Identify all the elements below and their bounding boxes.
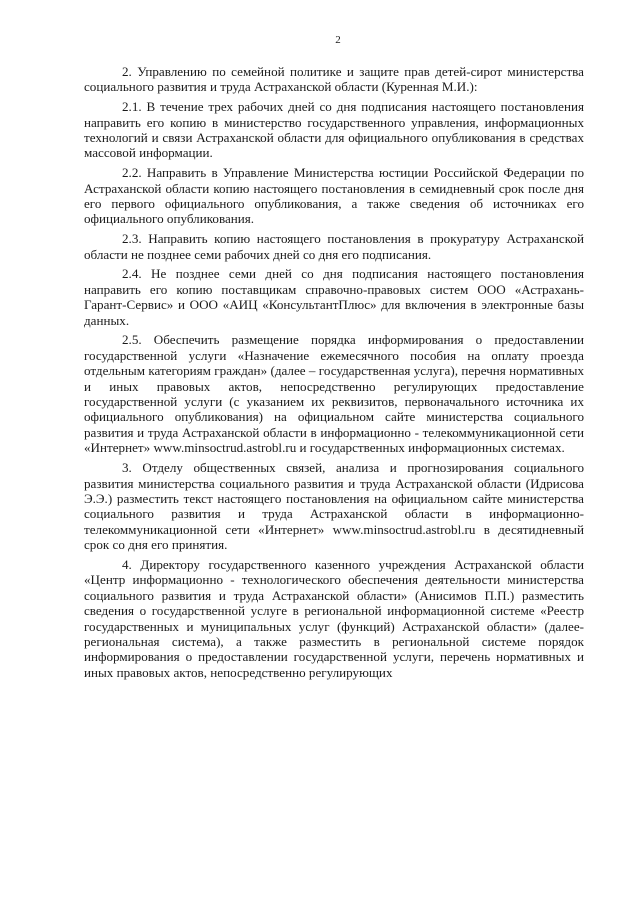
paragraph-2: 2. Управлению по семейной политике и защите прав детей-сирот министерства социального развития и труда Астраханской области (Куренная М.И.): bbox=[84, 64, 584, 95]
paragraph-2-1: 2.1. В течение трех рабочих дней со дня подписания настоящего постановления направить его копию в министерство государственного управления, информационных технологий и связи Астраханской области для официального опубликования в средствах массовой информации. bbox=[84, 99, 584, 161]
paragraph-4: 4. Директору государственного казенного учреждения Астраханской области «Центр информационно - технологического обеспечения деятельности министерства социального развития и труда Астраханской области» (Анисимов П.П.) разместить сведения о государственной услуге в региональной информационной системе «Реестр государственных и муниципальных услуг (функций) Астраханской области» (далее-региональная система), а также разместить в региональной системе порядок информирования о предоставлении государственной услуги, перечень нормативных и иных правовых актов, непосредственно регулирующих bbox=[84, 556, 584, 680]
paragraph-2-3: 2.3. Направить копию настоящего постановления в прокуратуру Астраханской области не позднее семи рабочих дней со дня его подписания. bbox=[84, 231, 584, 262]
paragraph-2-5: 2.5. Обеспечить размещение порядка информирования о предоставлении государственной услуги «Назначение ежемесячного пособия на оплату проезда отдельным категориям граждан» (далее – государственная услуга), перечня нормативных и иных правовых актов, непосредственно регулирующих предоставление государственной услуги (с указанием их реквизитов, первоначального источника их официального опубликования) на официальном сайте министерства социального развития и труда Астраханской области в информационно - телекоммуникационной сети «Интернет» www.minsoctrud.astrobl.ru и государственных информационных системах. bbox=[84, 332, 584, 456]
page-number: 2 bbox=[335, 34, 341, 46]
document-body bbox=[84, 64, 584, 680]
paragraph-3: 3. Отделу общественных связей, анализа и прогнозирования социального развития министерства социального развития и труда Астраханской области (Идрисова Э.Э.) разместить текст настоящего постановления на официальном сайте министерства социального развития и труда Астраханской области в информационно-телекоммуникационной сети «Интернет» www.minsoctrud.astrobl.ru в десятидневный срок со дня его принятия. bbox=[84, 460, 584, 553]
paragraph-2-2: 2.2. Направить в Управление Министерства юстиции Российской Федерации по Астраханской области копию настоящего постановления в семидневный срок после дня его первого официального опубликования, а также сведения об источниках его официального опубликования. bbox=[84, 165, 584, 227]
paragraph-2-4: 2.4. Не позднее семи дней со дня подписания настоящего постановления направить его копию поставщикам справочно-правовых систем ООО «Астрахань-Гарант-Сервис» и ООО «АИЦ «КонсультантПлюс» для включения в электронные базы данных. bbox=[84, 266, 584, 328]
